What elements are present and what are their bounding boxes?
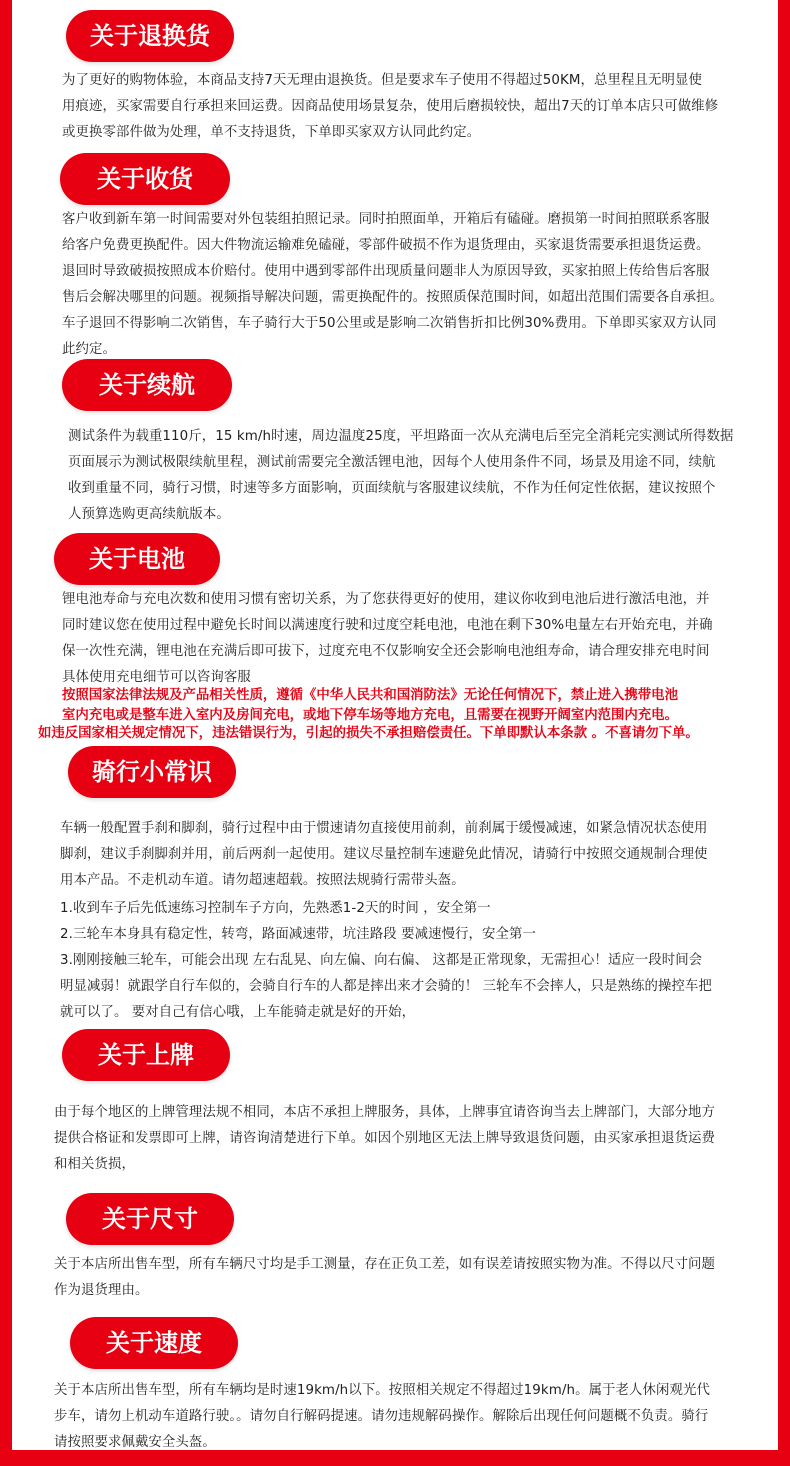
range-text	[68, 424, 776, 528]
plate-heading: 关于上牌	[62, 1029, 230, 1081]
receiving-line: 退回时导致破损按照成本价赔付。使用中遇到零部件出现质量问题非人为原因导致，买家拍照上传给售后客服	[62, 264, 710, 279]
riding-tip: 就可以了。 要对自己有信心哦，上车能骑走就是好的开始，	[60, 1005, 416, 1020]
riding-line: 用本产品。不走机动车道。请勿超速超载。按照法规骑行需带头盔。	[60, 873, 465, 888]
battery-warning-line: 如违反国家相关规定情况下，违法错误行为，引起的损失不承担赔偿责任。下单即默认本条款 。不喜请勿下单。	[38, 726, 699, 741]
riding-tip: 1.收到车子后先低速练习控制车子方向，先熟悉1-2天的时间 ，安全第一	[60, 901, 491, 916]
receiving-heading: 关于收货	[60, 153, 230, 205]
riding-heading: 骑行小常识	[68, 746, 236, 798]
receiving-line: 售后会解决哪里的问题。视频指导解决问题，需更换配件的。按照质保范围时间，如超出范围们需要各自承担。	[62, 290, 724, 305]
battery-text	[62, 587, 774, 691]
range-line: 收到重量不同，骑行习惯，时速等多方面影响，页面续航与客服建议续航，不作为任何定性依据，建议按照个	[68, 481, 716, 496]
riding-tip: 2.三轮车本身具有稳定性，转弯，路面减速带，坑洼路段 要减速慢行，安全第一	[60, 927, 537, 942]
returns-text	[62, 68, 772, 146]
range-line: 人预算选购更高续航版本。	[68, 507, 230, 522]
range-line: 页面展示为测试极限续航里程，测试前需要完全激活锂电池，因每个人使用条件不同，场景及用途不同，续航	[68, 455, 716, 470]
riding-tip: 明显减弱！就跟学自行车似的，会骑自行车的人都是摔出来才会骑的！ 三轮车不会摔人，只是熟练的操控车把	[60, 979, 712, 994]
speed-heading: 关于速度	[70, 1317, 238, 1369]
plate-line: 提供合格证和发票即可上牌，请咨询清楚进行下单。如因个别地区无法上牌导致退货问题，由买家承担退货运费	[54, 1131, 716, 1146]
riding-tip: 3.刚刚接触三轮车，可能会出现 左右乱晃、向左偏、向右偏、 这都是正常现象，无需担心！适应一段时间会	[60, 953, 703, 968]
range-heading: 关于续航	[62, 359, 232, 411]
receiving-text	[62, 207, 777, 363]
receiving-line: 客户收到新车第一时间需要对外包装组拍照记录。同时拍照面单，开箱后有磕碰。磨损第一时间拍照联系客服	[62, 212, 710, 227]
returns-line: 或更换零部件做为处理，单不支持退货，下单即买家双方认同此约定。	[62, 125, 481, 140]
riding-line: 车辆一般配置手刹和脚刹，骑行过程中由于惯速请勿直接使用前刹，前刹属于缓慢减速，如紧急情况状态使用	[60, 821, 708, 836]
size-heading: 关于尺寸	[66, 1193, 234, 1245]
receiving-line: 给客户免费更换配件。因大件物流运输难免磕碰，零部件破损不作为退货理由，买家退货需要承担退货运费。	[62, 238, 710, 253]
battery-heading: 关于电池	[54, 533, 220, 585]
battery-line: 同时建议您在使用过程中避免长时间以满速度行驶和过度空耗电池，电池在剩下30%电量左右开始充电，并确	[62, 618, 713, 633]
speed-line: 请按照要求佩戴安全头盔。	[54, 1435, 216, 1450]
returns-line: 用痕迹，买家需要自行承担来回运费。因商品使用场景复杂，使用后磨损较快，超出7天的订单本店只可做维修	[62, 99, 719, 114]
battery-line: 锂电池寿命与充电次数和使用习惯有密切关系，为了您获得更好的使用，建议你收到电池后进行激活电池，并	[62, 592, 710, 607]
returns-heading: 关于退换货	[66, 10, 234, 62]
battery-line: 保一次性充满，锂电池在充满后即可拔下，过度充电不仅影响安全还会影响电池组寿命，请合理安排充电时间	[62, 644, 710, 659]
size-line: 作为退货理由。	[54, 1283, 149, 1298]
riding-tips	[60, 896, 776, 1026]
returns-line: 为了更好的购物体验，本商品支持7天无理由退换货。但是要求车子使用不得超过50KM，总里程且无明显使	[62, 73, 702, 88]
plate-line: 由于每个地区的上牌管理法规不相同，本店不承担上牌服务，具体，上牌事宜请咨询当去上牌部门，大部分地方	[54, 1105, 716, 1120]
range-line: 测试条件为载重110斤，15 km/h时速，周边温度25度，平坦路面一次从充满电后至完全消耗完实测试所得数据	[68, 429, 734, 444]
riding-line: 脚刹，建议手刹脚刹并用，前后两刹一起使用。建议尽量控制车速避免此情况，请骑行中按照交通规制合理使	[60, 847, 708, 862]
plate-text	[54, 1100, 776, 1178]
riding-text	[60, 816, 776, 894]
speed-text	[54, 1378, 776, 1456]
battery-line: 具体使用充电细节可以咨询客服	[62, 670, 251, 685]
plate-line: 和相关货损，	[54, 1157, 135, 1172]
battery-warning-line: 按照国家法律法规及产品相关性质，遵循《中华人民共和国消防法》无论任何情况下，禁止进入携带电池	[62, 688, 678, 703]
receiving-line: 此约定。	[62, 342, 116, 357]
battery-warning-line: 室内充电或是整车进入室内及房间充电，或地下停车场等地方充电，且需要在视野开阔室内范围内充电。	[62, 708, 678, 723]
receiving-line: 车子退回不得影响二次销售，车子骑行大于50公里或是影响二次销售折扣比例30%费用。下单即买家双方认同	[62, 316, 717, 331]
battery-warning	[62, 686, 774, 726]
size-text	[54, 1252, 776, 1304]
speed-line: 关于本店所出售车型，所有车辆均是时速19km/h以下。按照相关规定不得超过19km/h。属于老人休闲观光代	[54, 1383, 710, 1398]
size-line: 关于本店所出售车型，所有车辆尺寸均是手工测量，存在正负工差，如有误差请按照实物为准。不得以尺寸问题	[54, 1257, 716, 1272]
speed-line: 步车，请勿上机动车道路行驶。。请勿自行解码提速。请勿违规解码操作。解除后出现任何问题概不负责。骑行	[54, 1409, 709, 1424]
battery-disclaimer	[38, 724, 778, 744]
